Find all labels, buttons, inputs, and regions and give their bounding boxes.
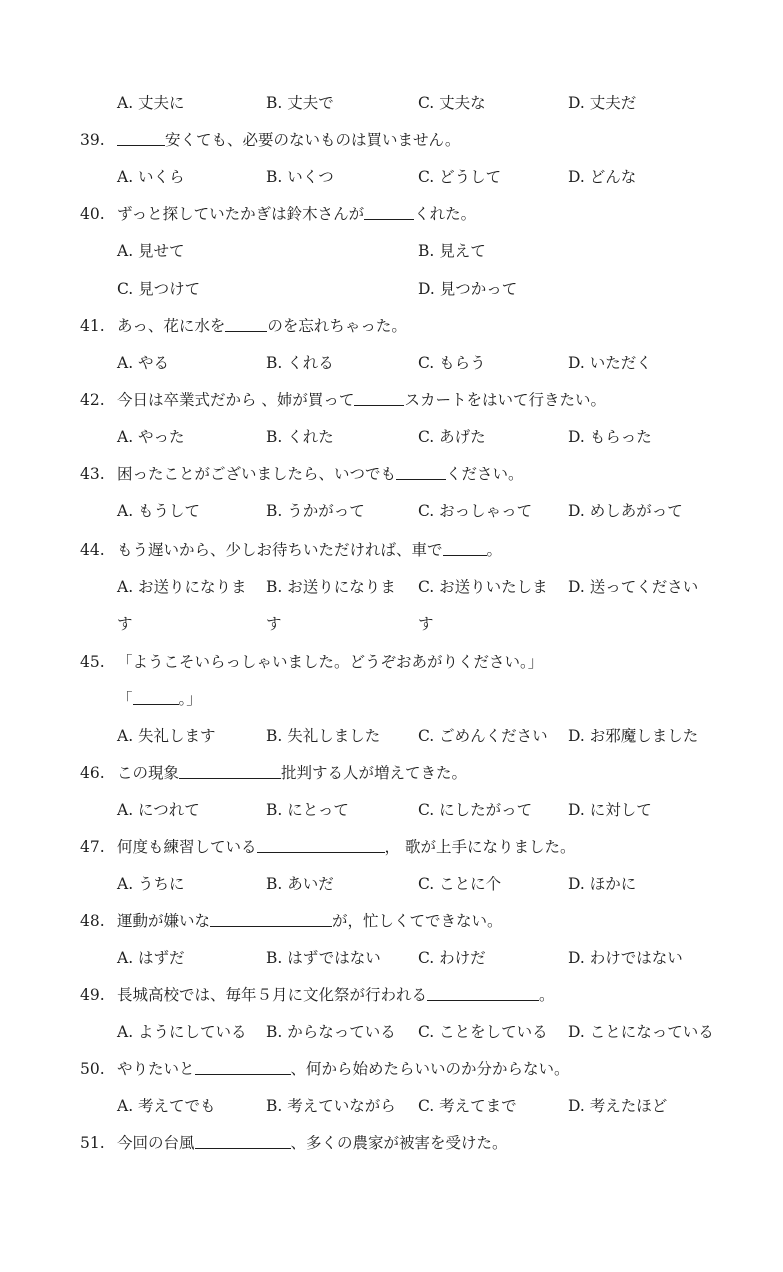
answer-blank	[396, 465, 446, 480]
question-text	[117, 464, 524, 484]
answer-blank	[195, 1134, 291, 1149]
question-text	[117, 763, 467, 783]
question-text-before: 長城高校では、毎年５月に文化祭が行われる	[117, 986, 428, 1004]
option-d: D. 見つかって	[418, 280, 518, 298]
option-a: A. やった	[117, 428, 185, 446]
option-b: B. くれた	[266, 428, 334, 446]
question-text-reply: 「 。」	[117, 690, 202, 708]
question-number: 49.	[80, 986, 105, 1004]
option-a: A. やる	[117, 354, 170, 372]
question-text-before: やりたいと	[117, 1060, 195, 1078]
question-number: 42.	[80, 391, 105, 409]
option-b: B. 失礼しました	[266, 727, 381, 745]
option-b: B. うかがって	[266, 502, 365, 520]
option-d: D. ことになっている	[568, 1023, 714, 1041]
option-d: D. めしあがって	[568, 502, 683, 520]
question-text-after: 。	[486, 541, 503, 559]
option-b-wrap: す	[266, 615, 282, 633]
option-a: A. 考えてでも	[117, 1097, 216, 1115]
option-d: D. どんな	[568, 168, 637, 186]
question-text-before: 運動が嫌いな	[117, 912, 211, 930]
question-number: 46.	[80, 764, 105, 782]
option-b: B. いくつ	[266, 168, 334, 186]
answer-blank	[364, 205, 414, 220]
answer-blank	[225, 317, 267, 332]
option-a: A. につれて	[117, 801, 200, 819]
answer-blank	[443, 541, 487, 556]
option-d: D. 送ってください	[568, 578, 699, 596]
answer-blank	[210, 912, 332, 927]
option-a: A. 見せて	[117, 242, 185, 260]
question-text-before: 今日は卒業式だから 、姉が買って	[117, 391, 355, 409]
question-text	[117, 985, 555, 1005]
question-text-after: のを忘れちゃった。	[267, 317, 407, 335]
option-b: B. 考えていながら	[266, 1097, 396, 1115]
question-text-after: 批判する人が増えてきた。	[281, 764, 468, 782]
option-b: B. お送りになりま	[266, 578, 396, 596]
question-text	[117, 1059, 570, 1079]
question-number: 50.	[80, 1060, 105, 1078]
option-c: C. 考えてまで	[418, 1097, 517, 1115]
question-number: 47.	[80, 838, 105, 856]
answer-blank	[257, 838, 385, 853]
option-b: B. はずではない	[266, 949, 381, 967]
answer-blank	[117, 131, 165, 146]
question-text-after: ください。	[446, 465, 524, 483]
option-a: A. もうして	[117, 502, 201, 520]
question-text-after: 、何から始めたらいいのか分からない。	[290, 1060, 570, 1078]
option-b: B. くれる	[266, 354, 334, 372]
question-text	[117, 130, 460, 150]
option-b: B. 丈夫で	[266, 94, 334, 112]
answer-blank	[427, 986, 539, 1001]
option-c: C. 丈夫な	[418, 94, 486, 112]
question-number: 43.	[80, 465, 105, 483]
answer-blank	[179, 764, 281, 779]
option-a: A. うちに	[117, 875, 185, 893]
question-text-before: この現象	[117, 764, 180, 782]
answer-blank	[133, 690, 179, 705]
option-a: A. ようにしている	[117, 1023, 247, 1041]
option-d: D. ほかに	[568, 875, 637, 893]
option-c: C. もらう	[418, 354, 486, 372]
option-c: C. わけだ	[418, 949, 486, 967]
question-text-after: 、多くの農家が被害を受けた。	[290, 1134, 508, 1152]
option-a: A. お送りになりま	[117, 578, 247, 596]
option-d: D. もらった	[568, 428, 652, 446]
question-text-before: あっ、花に水を	[117, 317, 226, 335]
question-text	[117, 316, 407, 336]
question-number: 51.	[80, 1134, 105, 1152]
option-c: C. にしたがって	[418, 801, 533, 819]
option-a: A. 丈夫に	[117, 94, 185, 112]
question-text	[117, 837, 575, 857]
question-text	[117, 911, 503, 931]
question-number: 48.	[80, 912, 105, 930]
question-text	[117, 204, 476, 224]
question-text: 「ようこそいらっしゃいました。どうぞおあがりください。」	[117, 653, 544, 671]
option-d: D. 丈夫だ	[568, 94, 637, 112]
option-b: B. からなっている	[266, 1023, 396, 1041]
option-d: D. 考えたほど	[568, 1097, 668, 1115]
question-number: 40.	[80, 205, 105, 223]
question-text-after: が，忙しくてできない。	[332, 912, 503, 930]
question-number: 39.	[80, 131, 105, 149]
option-c-wrap: す	[418, 615, 434, 633]
option-c: C. ことに个	[418, 875, 502, 893]
question-text-before: もう遅いから、少しお待ちいただければ、車で	[117, 541, 443, 559]
option-c: C. おっしゃって	[418, 502, 533, 520]
question-text-before: 何度も練習している	[117, 838, 257, 856]
option-c: C. 見つけて	[117, 280, 201, 298]
option-a-wrap: す	[117, 615, 133, 633]
option-c: C. あげた	[418, 428, 486, 446]
option-a: A. 失礼します	[117, 727, 216, 745]
question-text-after: 安くても、必要のないものは買いません。	[165, 131, 461, 149]
question-text-after: 。	[539, 986, 555, 1004]
option-d: D. お邪魔しました	[568, 727, 699, 745]
option-b: B. 見えて	[418, 242, 486, 260]
option-c: C. どうして	[418, 168, 502, 186]
question-text-before: ずっと探していたかぎは鈴木さんが	[117, 205, 365, 223]
option-b: B. にとって	[266, 801, 349, 819]
option-a: A. はずだ	[117, 949, 185, 967]
question-text-before: 困ったことがございましたら、いつでも	[117, 465, 397, 483]
question-number: 45.	[80, 653, 105, 671]
option-d: D. いただく	[568, 354, 652, 372]
question-text-after: くれた。	[414, 205, 477, 223]
option-d: D. わけではない	[568, 949, 683, 967]
question-text-before: 今回の台風	[117, 1134, 195, 1152]
option-a: A. いくら	[117, 168, 185, 186]
answer-blank	[195, 1060, 291, 1075]
option-d: D. に対して	[568, 801, 652, 819]
option-c: C. ことをしている	[418, 1023, 548, 1041]
option-c: C. お送りいたしま	[418, 578, 548, 596]
question-text-after: スカートをはいて行きたい。	[404, 391, 606, 409]
question-number: 44.	[80, 541, 105, 559]
option-c: C. ごめんください	[418, 727, 548, 745]
answer-blank	[354, 391, 404, 406]
question-text	[117, 1133, 508, 1153]
question-text-after: ， 歌が上手になりました。	[384, 838, 576, 856]
question-text	[117, 540, 502, 560]
question-number: 41.	[80, 317, 105, 335]
question-text	[117, 390, 606, 410]
option-b: B. あいだ	[266, 875, 334, 893]
